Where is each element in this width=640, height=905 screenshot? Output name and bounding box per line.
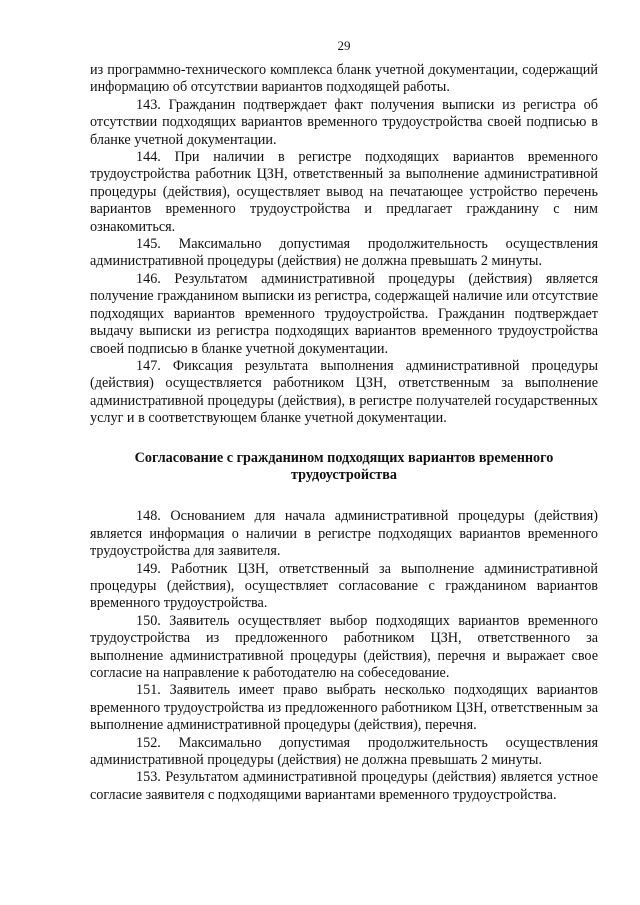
- paragraph-143: 143. Гражданин подтверждает факт получения выписки из регистра об отсутствии подходящих вариантов временного трудоустройства своей подписью в бланке учетной документации.: [90, 96, 598, 148]
- page-number: 29: [337, 38, 351, 53]
- intro-section: [90, 62, 598, 428]
- paragraph-151: 151. Заявитель имеет право выбрать несколько подходящих вариантов временного трудоустройства из предложенного работником ЦЗН, ответственным за выполнение административной процедуры (действия), перечня.: [90, 682, 598, 734]
- paragraph-146: 146. Результатом административной процедуры (действия) является получение гражданином выписки из регистра, содержащей наличие или отсутствие подходящих вариантов временного трудоустройства. Гражданин подтверждает выдачу выписки из регистра подходящих вариантов временного трудоустройства своей подписью в бланке учетной документации.: [90, 270, 598, 357]
- paragraph-148: 148. Основанием для начала административной процедуры (действия) является информация о наличии в регистре подходящих вариантов временного трудоустройства для заявителя.: [90, 508, 598, 560]
- paragraph-144: 144. При наличии в регистре подходящих вариантов временного трудоустройства работник ЦЗН, ответственный за выполнение административной процедуры (действия), осуществляет вывод на печатающее устройство перечень вариантов временного трудоустройства и предлагает гражданину с ним ознакомиться.: [90, 149, 598, 235]
- paragraph-continuation: из программно-технического комплекса бланк учетной документации, содержащий информацию об отсутствии вариантов подходящей работы.: [90, 62, 598, 96]
- agreement-section: [90, 508, 598, 804]
- section-heading: Согласование с гражданином подходящих вариантов временного трудоустройства: [134, 449, 554, 483]
- paragraph-147: 147. Фиксация результата выполнения административной процедуры (действия) осуществляется работником ЦЗН, ответственным за выполнение административной процедуры (действия), в регистре получателей государственных услуг и в соответствующем бланке учетной документации.: [90, 357, 598, 427]
- document-page: [90, 0, 598, 804]
- paragraph-153: 153. Результатом административной процедуры (действия) является устное согласие заявителя с подходящими вариантами временного трудоустройства.: [90, 769, 598, 803]
- paragraph-149: 149. Работник ЦЗН, ответственный за выполнение административной процедуры (действия), осуществляет согласование с гражданином вариантов временного трудоустройства.: [90, 560, 598, 612]
- paragraph-150: 150. Заявитель осуществляет выбор подходящих вариантов временного трудоустройства из предложенного работником ЦЗН, ответственного за выполнение административной процедуры (действия), перечня и выражает свое согласие на направление к работодателю на собеседование.: [90, 612, 598, 681]
- paragraph-152: 152. Максимально допустимая продолжительность осуществления административной процедуры (действия) не должна превышать 2 минуты.: [90, 734, 598, 769]
- paragraph-145: 145. Максимально допустимая продолжительность осуществления административной процедуры (действия) не должна превышать 2 минуты.: [90, 236, 598, 270]
